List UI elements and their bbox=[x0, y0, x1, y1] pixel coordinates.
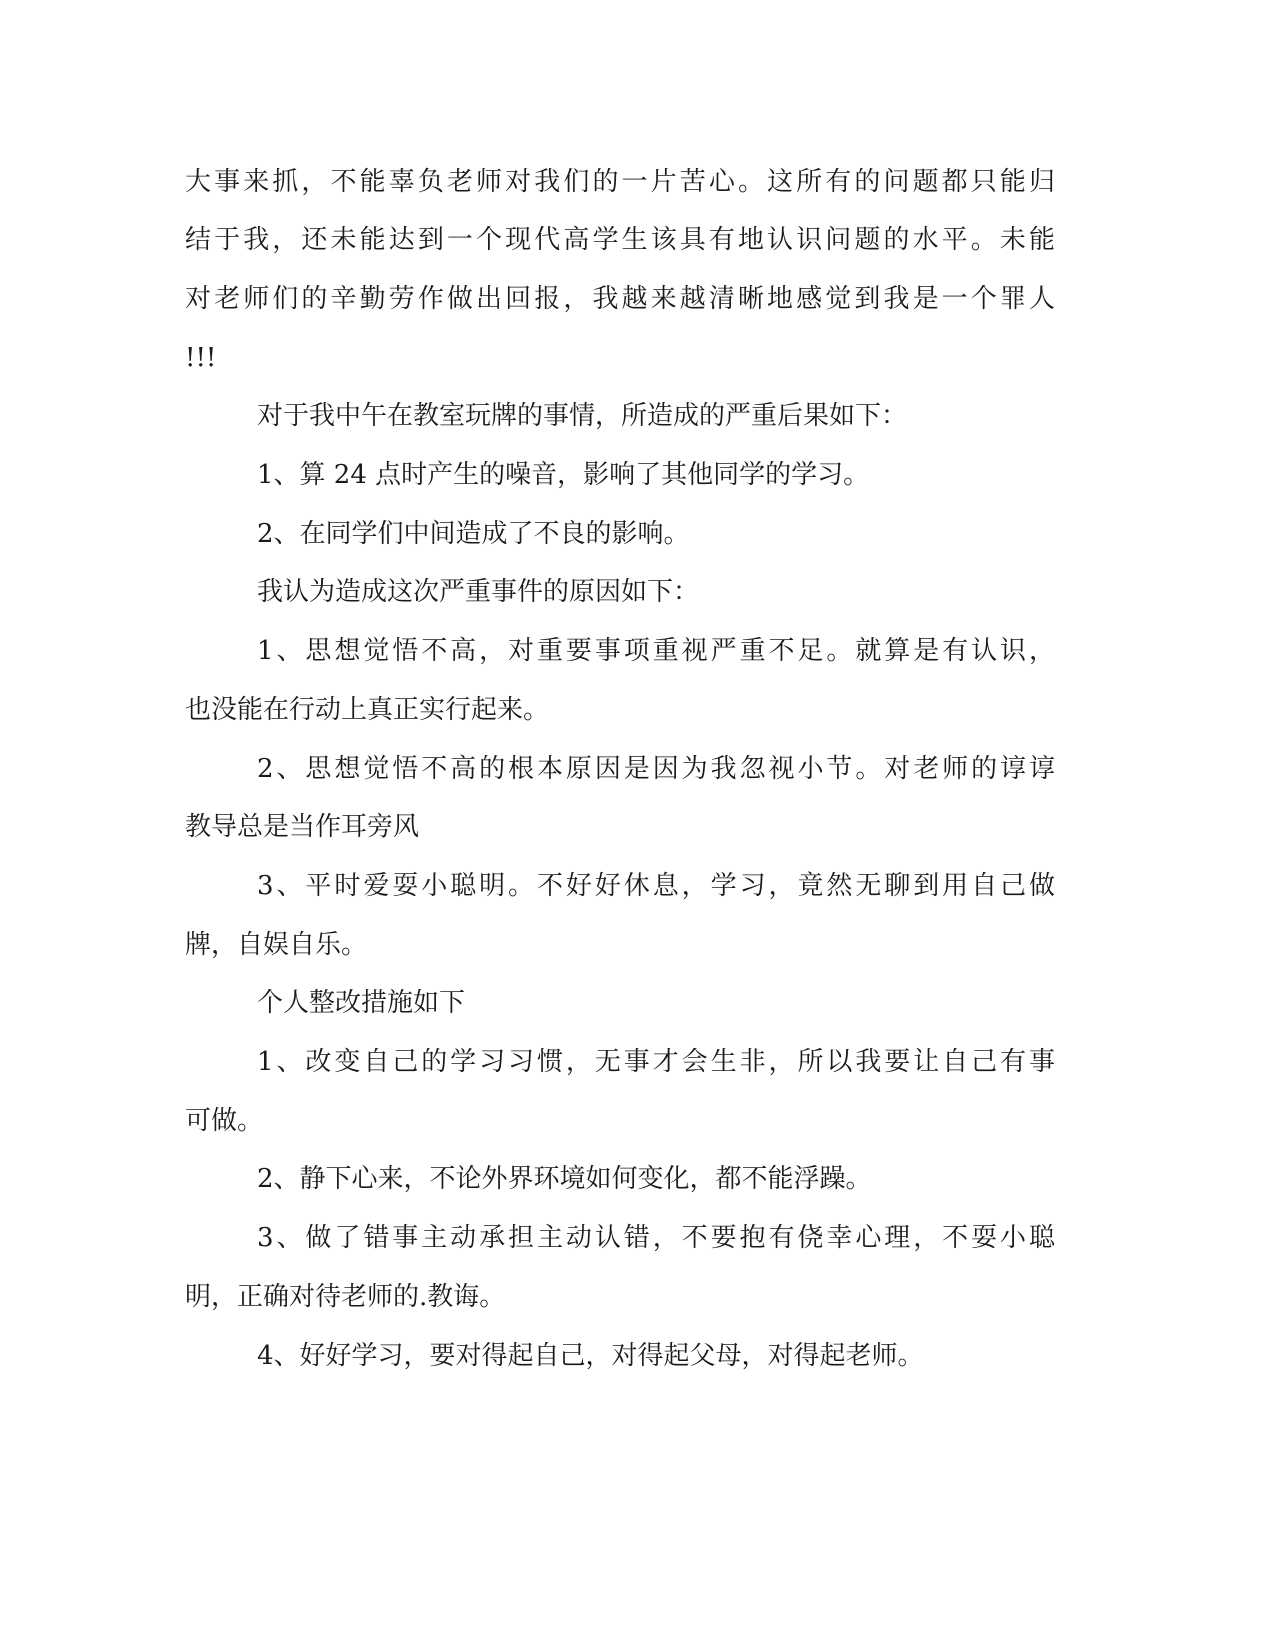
text-line: 牌，自娱自乐。 bbox=[185, 930, 368, 960]
text-line: 1、算 24 点时产生的噪音，影响了其他同学的学习。 bbox=[257, 460, 870, 490]
text-line: 3、平时爱耍小聪明。不好好休息，学习，竟然无聊到用自己做 bbox=[257, 871, 1055, 901]
text-line: !!! bbox=[185, 343, 217, 373]
text-line: 明，正确对待老师的.教诲。 bbox=[185, 1282, 506, 1312]
text-line: 3、做了错事主动承担主动认错，不要抱有侥幸心理，不耍小聪 bbox=[257, 1223, 1055, 1253]
text-line: 可做。 bbox=[185, 1106, 264, 1136]
text-line: 2、静下心来，不论外界环境如何变化，都不能浮躁。 bbox=[257, 1164, 872, 1194]
text-line: 1、思想觉悟不高，对重要事项重视严重不足。就算是有认识， bbox=[257, 636, 1055, 666]
text-line: 也没能在行动上真正实行起来。 bbox=[185, 695, 550, 725]
text-line: 我认为造成这次严重事件的原因如下： bbox=[257, 577, 700, 607]
text-line: 对老师们的辛勤劳作做出回报，我越来越清晰地感觉到我是一个罪人 bbox=[185, 284, 1055, 314]
text-line: 个人整改措施如下 bbox=[257, 988, 466, 1018]
text-line: 4、好好学习，要对得起自己，对得起父母，对得起老师。 bbox=[257, 1341, 924, 1371]
text-line: 教导总是当作耳旁风 bbox=[185, 812, 420, 842]
text-line: 对于我中午在教室玩牌的事情，所造成的严重后果如下： bbox=[257, 401, 908, 431]
text-line: 2、在同学们中间造成了不良的影响。 bbox=[257, 519, 690, 549]
text-line: 2、思想觉悟不高的根本原因是因为我忽视小节。对老师的谆谆 bbox=[257, 754, 1055, 784]
text-line: 大事来抓，不能辜负老师对我们的一片苦心。这所有的问题都只能归 bbox=[185, 167, 1055, 197]
text-line: 结于我，还未能达到一个现代高学生该具有地认识问题的水平。未能 bbox=[185, 225, 1055, 255]
text-line: 1、改变自己的学习习惯，无事才会生非，所以我要让自己有事 bbox=[257, 1047, 1055, 1077]
